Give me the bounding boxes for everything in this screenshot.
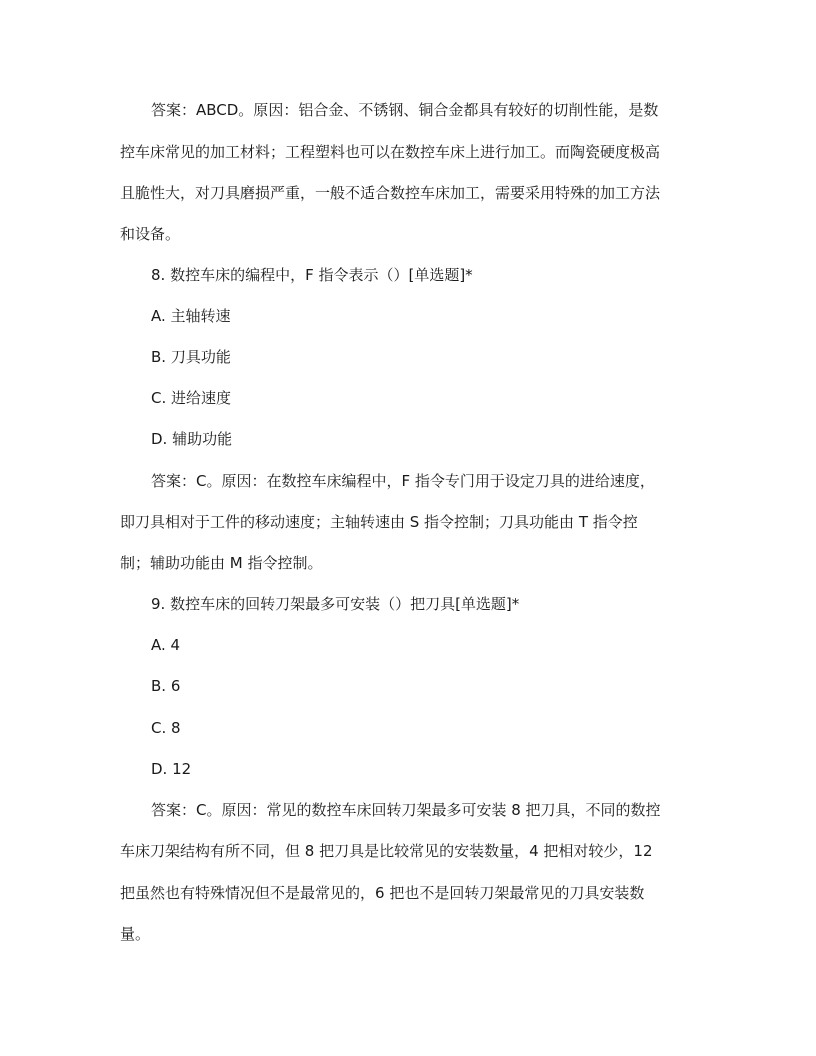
question-9-option-c: C. 8 xyxy=(151,719,181,737)
question-9-answer-line: 答案：C。原因：常见的数控车床回转刀架最多可安装 8 把刀具，不同的数控 xyxy=(151,801,661,819)
answer-explanation-line: 控车床常见的加工材料；工程塑料也可以在数控车床上进行加工。而陶瓷硬度极高 xyxy=(120,143,661,161)
question-9-answer-line: 车床刀架结构有所不同，但 8 把刀具是比较常见的安装数量，4 把相对较少，12 xyxy=(120,842,653,860)
question-8-stem: 8. 数控车床的编程中，F 指令表示（）[单选题]* xyxy=(151,266,473,284)
answer-explanation-line: 且脆性大，对刀具磨损严重，一般不适合数控车床加工，需要采用特殊的加工方法 xyxy=(120,184,661,202)
question-8-option-b: B. 刀具功能 xyxy=(151,348,231,366)
question-9-answer-line: 把虽然也有特殊情况但不是最常见的，6 把也不是回转刀架最常见的刀具安装数 xyxy=(120,884,645,902)
question-8-answer-line: 答案：C。原因：在数控车床编程中，F 指令专门用于设定刀具的进给速度， xyxy=(151,472,655,490)
question-9-option-b: B. 6 xyxy=(151,677,181,695)
question-8-answer-line: 即刀具相对于工件的移动速度；主轴转速由 S 指令控制；刀具功能由 T 指令控 xyxy=(120,513,638,531)
question-8-option-a: A. 主轴转速 xyxy=(151,307,231,325)
question-8-option-c: C. 进给速度 xyxy=(151,389,232,407)
question-9-answer-line: 量。 xyxy=(120,925,151,943)
question-9-stem: 9. 数控车床的回转刀架最多可安装（）把刀具[单选题]* xyxy=(151,595,520,613)
question-9-option-d: D. 12 xyxy=(151,760,192,778)
answer-explanation-line: 和设备。 xyxy=(120,225,181,243)
question-9-option-a: A. 4 xyxy=(151,636,181,654)
question-8-option-d: D. 辅助功能 xyxy=(151,430,233,448)
question-8-answer-line: 制；辅助功能由 M 指令控制。 xyxy=(120,554,323,572)
answer-explanation-line: 答案：ABCD。原因：铝合金、不锈钢、铜合金都具有较好的切削性能，是数 xyxy=(151,101,659,119)
